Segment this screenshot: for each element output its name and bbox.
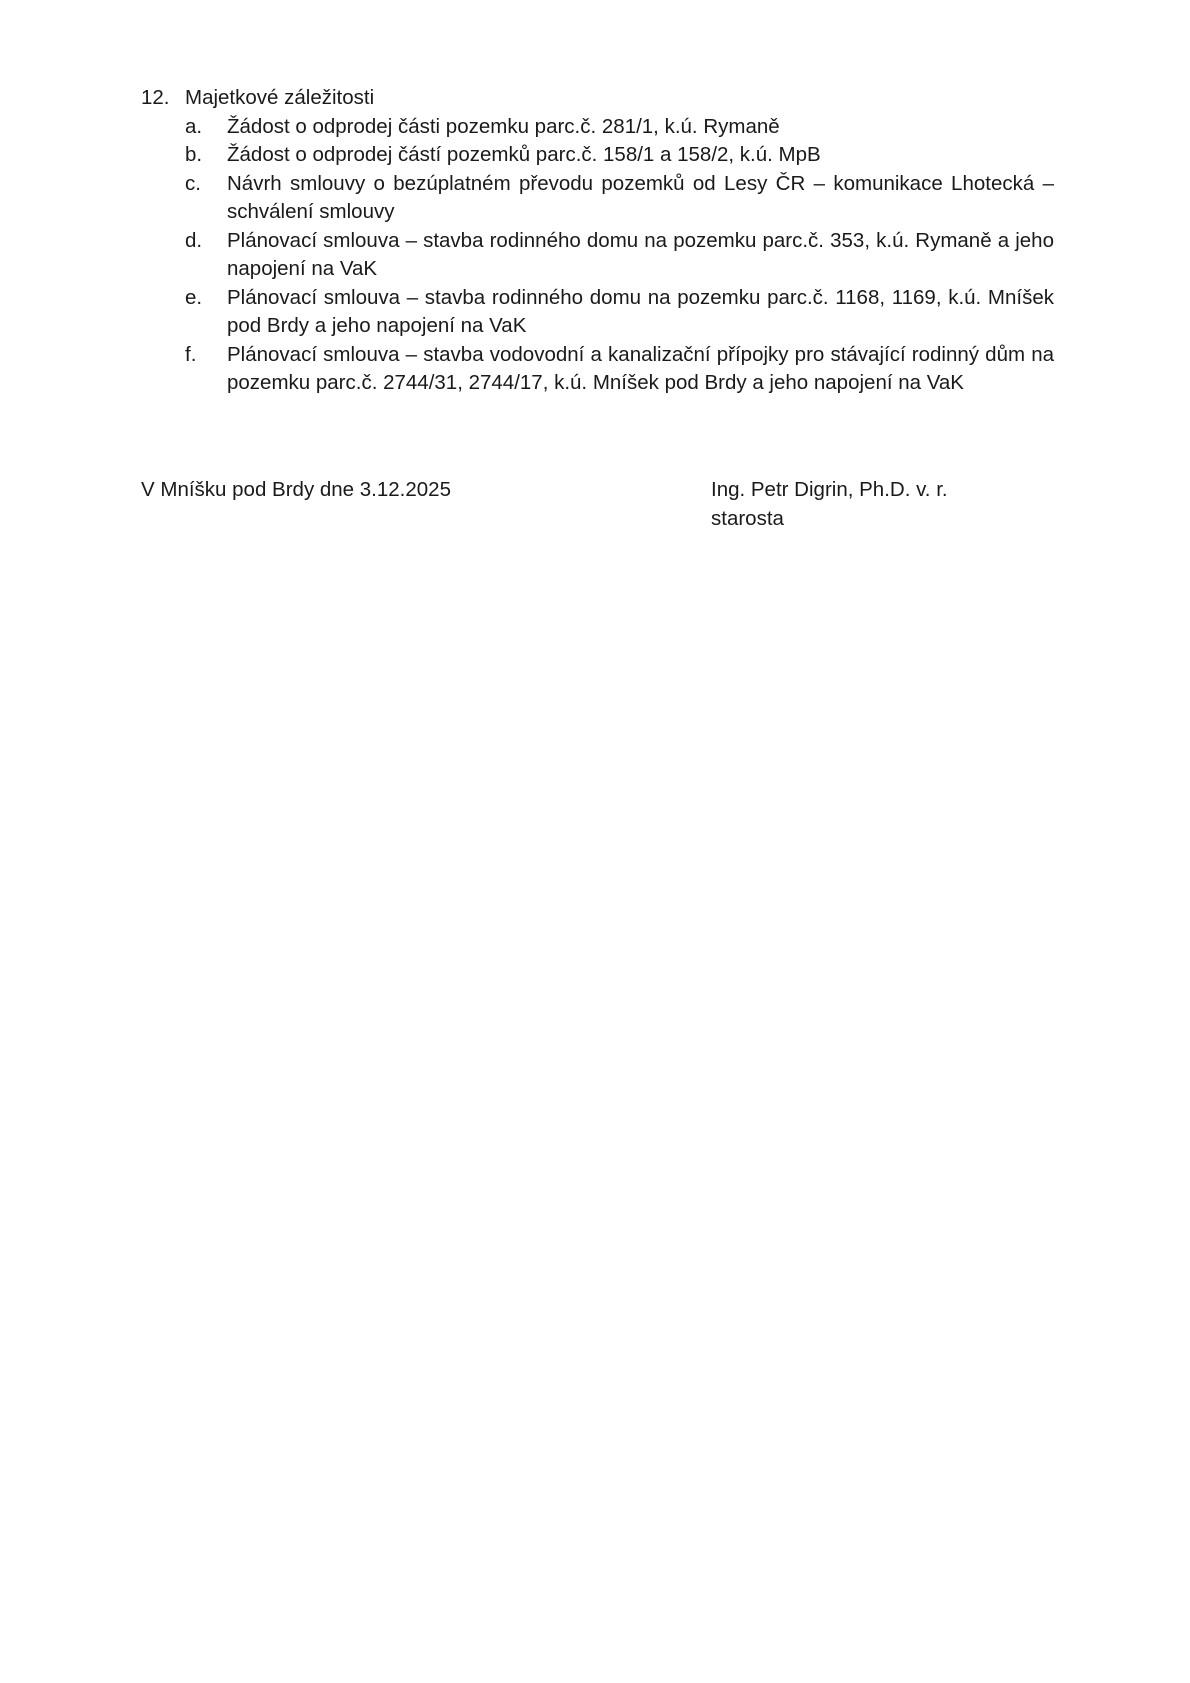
agenda-item-b xyxy=(185,141,1054,170)
agenda-item-f xyxy=(185,341,1054,398)
item-letter: f. xyxy=(185,342,197,366)
item-text: Žádost o odprodej částí pozemků parc.č. 158/1 a 158/2, k.ú. MpB xyxy=(227,143,821,166)
agenda-item-c xyxy=(185,170,1054,227)
item-letter: d. xyxy=(185,228,203,252)
place-and-date: V Mníšku pod Brdy dne 3.12.2025 xyxy=(141,478,451,501)
agenda-item-e xyxy=(185,284,1054,341)
item-letter: a. xyxy=(185,114,203,138)
item-letter: e. xyxy=(185,285,203,309)
item-text: Plánovací smlouva – stavba vodovodní a kanalizační přípojky pro stávající rodinný dům na pozemku parc.č. 2744/31, 2744/17, k.ú. Mníšek pod Brdy a jeho napojení na VaK xyxy=(227,342,1054,394)
item-letter: b. xyxy=(185,143,203,166)
agenda-section xyxy=(141,84,1054,398)
signatory-role: starosta xyxy=(711,506,784,530)
section-number: 12. xyxy=(141,86,170,109)
agenda-item-d xyxy=(185,227,1054,284)
signature-block xyxy=(711,476,948,533)
agenda-item-list xyxy=(141,113,1054,398)
agenda-item-a xyxy=(185,113,1054,142)
item-text: Plánovací smlouva – stavba rodinného domu na pozemku parc.č. 353, k.ú. Rymaně a jeho napojení na VaK xyxy=(227,228,1054,280)
item-text: Plánovací smlouva – stavba rodinného domu na pozemku parc.č. 1168, 1169, k.ú. Mníšek pod Brdy a jeho napojení na VaK xyxy=(227,285,1054,337)
item-letter: c. xyxy=(185,171,201,195)
section-heading xyxy=(141,84,1054,113)
signatory-name: Ing. Petr Digrin, Ph.D. v. r. xyxy=(711,478,948,501)
item-text: Návrh smlouvy o bezúplatném převodu pozemků od Lesy ČR – komunikace Lhotecká – schválení smlouvy xyxy=(227,171,1054,223)
section-title: Majetkové záležitosti xyxy=(185,86,375,109)
item-text: Žádost o odprodej části pozemku parc.č. 281/1, k.ú. Rymaně xyxy=(227,114,780,138)
